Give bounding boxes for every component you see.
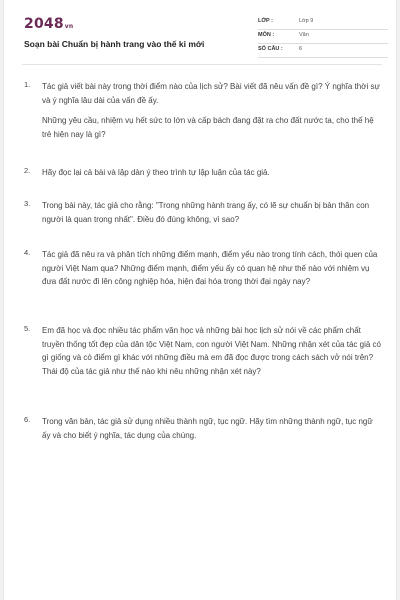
- question-number: 5.: [24, 324, 31, 333]
- question-text: [42, 199, 382, 226]
- question-paragraph: Những yêu cầu, nhiệm vụ hết sức to lớn và cấp bách đang đặt ra cho đất nước ta, cho thế hệ trẻ hiện nay là gì?: [42, 116, 374, 139]
- worksheet-meta: [258, 16, 388, 58]
- question-number: 2.: [24, 166, 31, 175]
- worksheet-page: [4, 0, 396, 600]
- question-paragraph: Tác giả viết bài này trong thời điểm nào của lịch sử? Bài viết đã nêu vấn đề gì? Ý nghĩa thời sự và ý nghĩa lâu dài của vấn đề ấy.: [42, 82, 380, 105]
- question-text: [42, 248, 382, 289]
- meta-value: Văn: [299, 32, 309, 38]
- document-title: Soạn bài Chuẩn bị hành trang vào thế kỉ mới: [24, 39, 205, 49]
- meta-value: Lớp 9: [299, 18, 314, 24]
- question-paragraph: Trong văn bản, tác giả sử dụng nhiều thành ngữ, tục ngữ. Hãy tìm những thành ngữ, tục ngữ ấy và cho biết ý nghĩa, tác dụng của chúng.: [42, 417, 373, 440]
- meta-row-question-count: [258, 44, 388, 58]
- meta-label: MÔN :: [258, 32, 275, 38]
- question-text: [42, 166, 382, 180]
- question-number: 6.: [24, 415, 31, 424]
- meta-row-grade: [258, 16, 388, 30]
- question-paragraph: Em đã học và đọc nhiều tác phẩm văn học và những bài học lịch sử nói về các phẩm chất truyền thống tốt đẹp của dân tộc Việt Nam, con người Việt Nam. Những nhận xét của tác giả có gì giống và có điểm gì khác với những điều mà em đã đọc được trong cách sách vở nói trên? Thái độ của tác giả như thế nào khi nêu những nhận xét này?: [42, 326, 381, 376]
- question-number: 1.: [24, 80, 31, 89]
- site-logo[interactable]: [24, 16, 73, 32]
- meta-label: SỐ CÂU :: [258, 46, 283, 52]
- header-divider: [22, 64, 382, 65]
- question-text: [42, 415, 382, 442]
- meta-label: LỚP :: [258, 18, 273, 24]
- question-paragraph: Hãy đọc lại cả bài và lập dàn ý theo trình tự lập luận của tác giả.: [42, 168, 270, 177]
- question-paragraph: Trong bài này, tác giả cho rằng: "Trong những hành trang ấy, có lẽ sự chuẩn bị bản thân con người là quan trọng nhất". Điều đó đúng không, vì sao?: [42, 201, 370, 224]
- worksheet-header: [18, 10, 388, 60]
- logo-suffix: vn: [64, 23, 74, 30]
- logo-text: 2048: [24, 16, 64, 32]
- question-text: [42, 80, 382, 141]
- question-number: 4.: [24, 248, 31, 257]
- meta-row-subject: [258, 30, 388, 44]
- meta-value: 6: [299, 46, 303, 52]
- question-paragraph: Tác giả đã nêu ra và phân tích những điểm mạnh, điểm yếu nào trong tính cách, thói quen của người Việt Nam qua? Những điểm mạnh, điểm yếu ấy có quan hệ như thế nào với nhiệm vụ đưa đất nước đi lên công nghiệp hóa, hiện đại hóa trong thời đại ngày nay?: [42, 250, 378, 287]
- question-number: 3.: [24, 199, 31, 208]
- question-text: [42, 324, 382, 378]
